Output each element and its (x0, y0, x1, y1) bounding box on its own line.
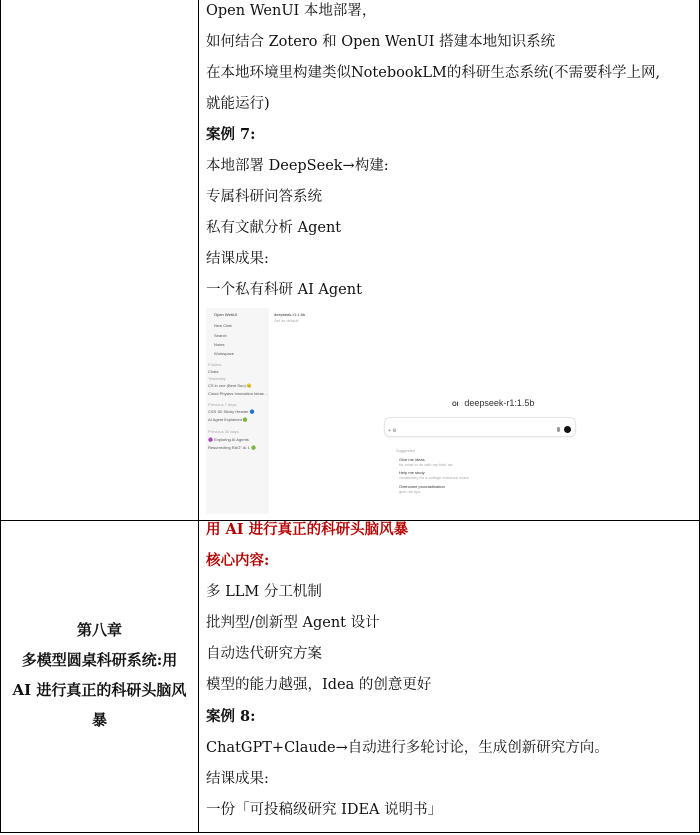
suggestion-sub: give me tips (399, 489, 421, 494)
case-title: 案例 8: (206, 708, 256, 725)
chapter-cell-empty (1, 0, 198, 520)
sidebar-chat: AI Agent Explained 🟢 (208, 417, 248, 422)
suggestion-sub: for what to do with my kids' art (399, 462, 453, 467)
core-label: 核心内容: (206, 552, 270, 569)
case-description: ChatGPT+Claude→自动进行多轮讨论，生成创新研究方向。 (206, 740, 609, 756)
suggestion-sub: vocabulary for a college entrance exam (399, 475, 469, 480)
content-cell-chapter-8 (199, 520, 699, 832)
header-sub: Set as default (274, 318, 299, 323)
content-line: 如何结合 Zotero 和 Open WenUI 搭建本地知识系统 (206, 34, 556, 50)
result-text: 一个私有科研 AI Agent (206, 282, 362, 298)
sidebar-item: Workspace (214, 351, 234, 356)
chat-input-box (384, 417, 576, 437)
content-line: 就能运行) (206, 96, 270, 112)
sidebar-chat: CSS 3D Sticky Header 🔵 (208, 409, 255, 414)
suggestion-title: Help me study (399, 470, 425, 475)
chapter-number: 第八章 (76, 621, 122, 639)
case-item: 专属科研问答系统 (206, 189, 322, 205)
send-icon (564, 426, 571, 433)
sidebar-title: Open WebUI (214, 312, 238, 317)
core-item: 批判型/创新型 Agent 设计 (206, 615, 380, 631)
sidebar-section-label: Folders (208, 362, 222, 367)
sidebar-chat: 🟣 Exploring AI Agents (208, 437, 249, 442)
case-title: 案例 7: (206, 126, 256, 143)
case-description: 本地部署 DeepSeek→构建: (206, 158, 389, 174)
chapter-title-line: 多模型圆桌科研系统:用 (21, 651, 178, 669)
plus-icon: + ⚙ (388, 428, 397, 434)
sidebar-chat: Cloud Physics Innovation Ideas ... (208, 391, 269, 396)
chapter-headline: 用 AI 进行真正的科研头脑风暴 (206, 521, 409, 538)
chapter-title-line: AI 进行真正的科研头脑风 (12, 681, 187, 699)
case-item: 私有文献分析 Agent (206, 220, 342, 236)
sidebar-chat: Resurrecting RAG" AI 1 🟢 (208, 445, 256, 450)
sidebar-item: Notes (214, 342, 225, 347)
suggestion-title: Overcome procrastination (399, 484, 445, 489)
sidebar-section-label: Yesterday (208, 376, 226, 381)
chapter-title-line: 暴 (91, 711, 107, 729)
chapter-cell (1, 520, 198, 832)
model-logo-badge: OI (452, 402, 459, 408)
screenshot-sidebar (206, 308, 269, 514)
core-item: 模型的能力越强，Idea 的创意更好 (206, 677, 432, 693)
sidebar-chat: Chats (208, 369, 219, 374)
result-text: 一份「可投稿级研究 IDEA 说明书」 (206, 802, 443, 818)
content-cell-chapter-7 (199, 0, 699, 520)
suggestion-title: Give me ideas (399, 457, 425, 462)
table-row-chapter-8 (0, 520, 700, 833)
sidebar-section-label: Previous 30 days (208, 429, 239, 434)
header-model-select: deepseek-r1:1.5b (274, 312, 306, 317)
chapter-heading (1, 615, 198, 735)
open-webui-screenshot (206, 308, 693, 514)
core-item: 自动迭代研究方案 (206, 646, 322, 662)
result-label: 结课成果: (206, 771, 269, 787)
core-item: 多 LLM 分工机制 (206, 584, 322, 600)
sidebar-section-label: Previous 7 days (208, 402, 237, 407)
sidebar-chat: CS in one (Bent Sun) 😊 (208, 383, 252, 388)
result-label: 结课成果: (206, 251, 269, 267)
sidebar-item: Search (214, 333, 227, 338)
mic-icon (557, 427, 560, 432)
suggested-label: Suggested (396, 448, 416, 453)
center-model-title (452, 398, 534, 408)
content-line: Open WenUI 本地部署， (206, 3, 377, 19)
sidebar-item: New Chat (214, 323, 232, 328)
center-model-name: deepseek-r1:1.5b (464, 398, 535, 408)
content-line: 在本地环境里构建类似NotebookLM的科研生态系统(不需要科学上网, (206, 65, 661, 81)
